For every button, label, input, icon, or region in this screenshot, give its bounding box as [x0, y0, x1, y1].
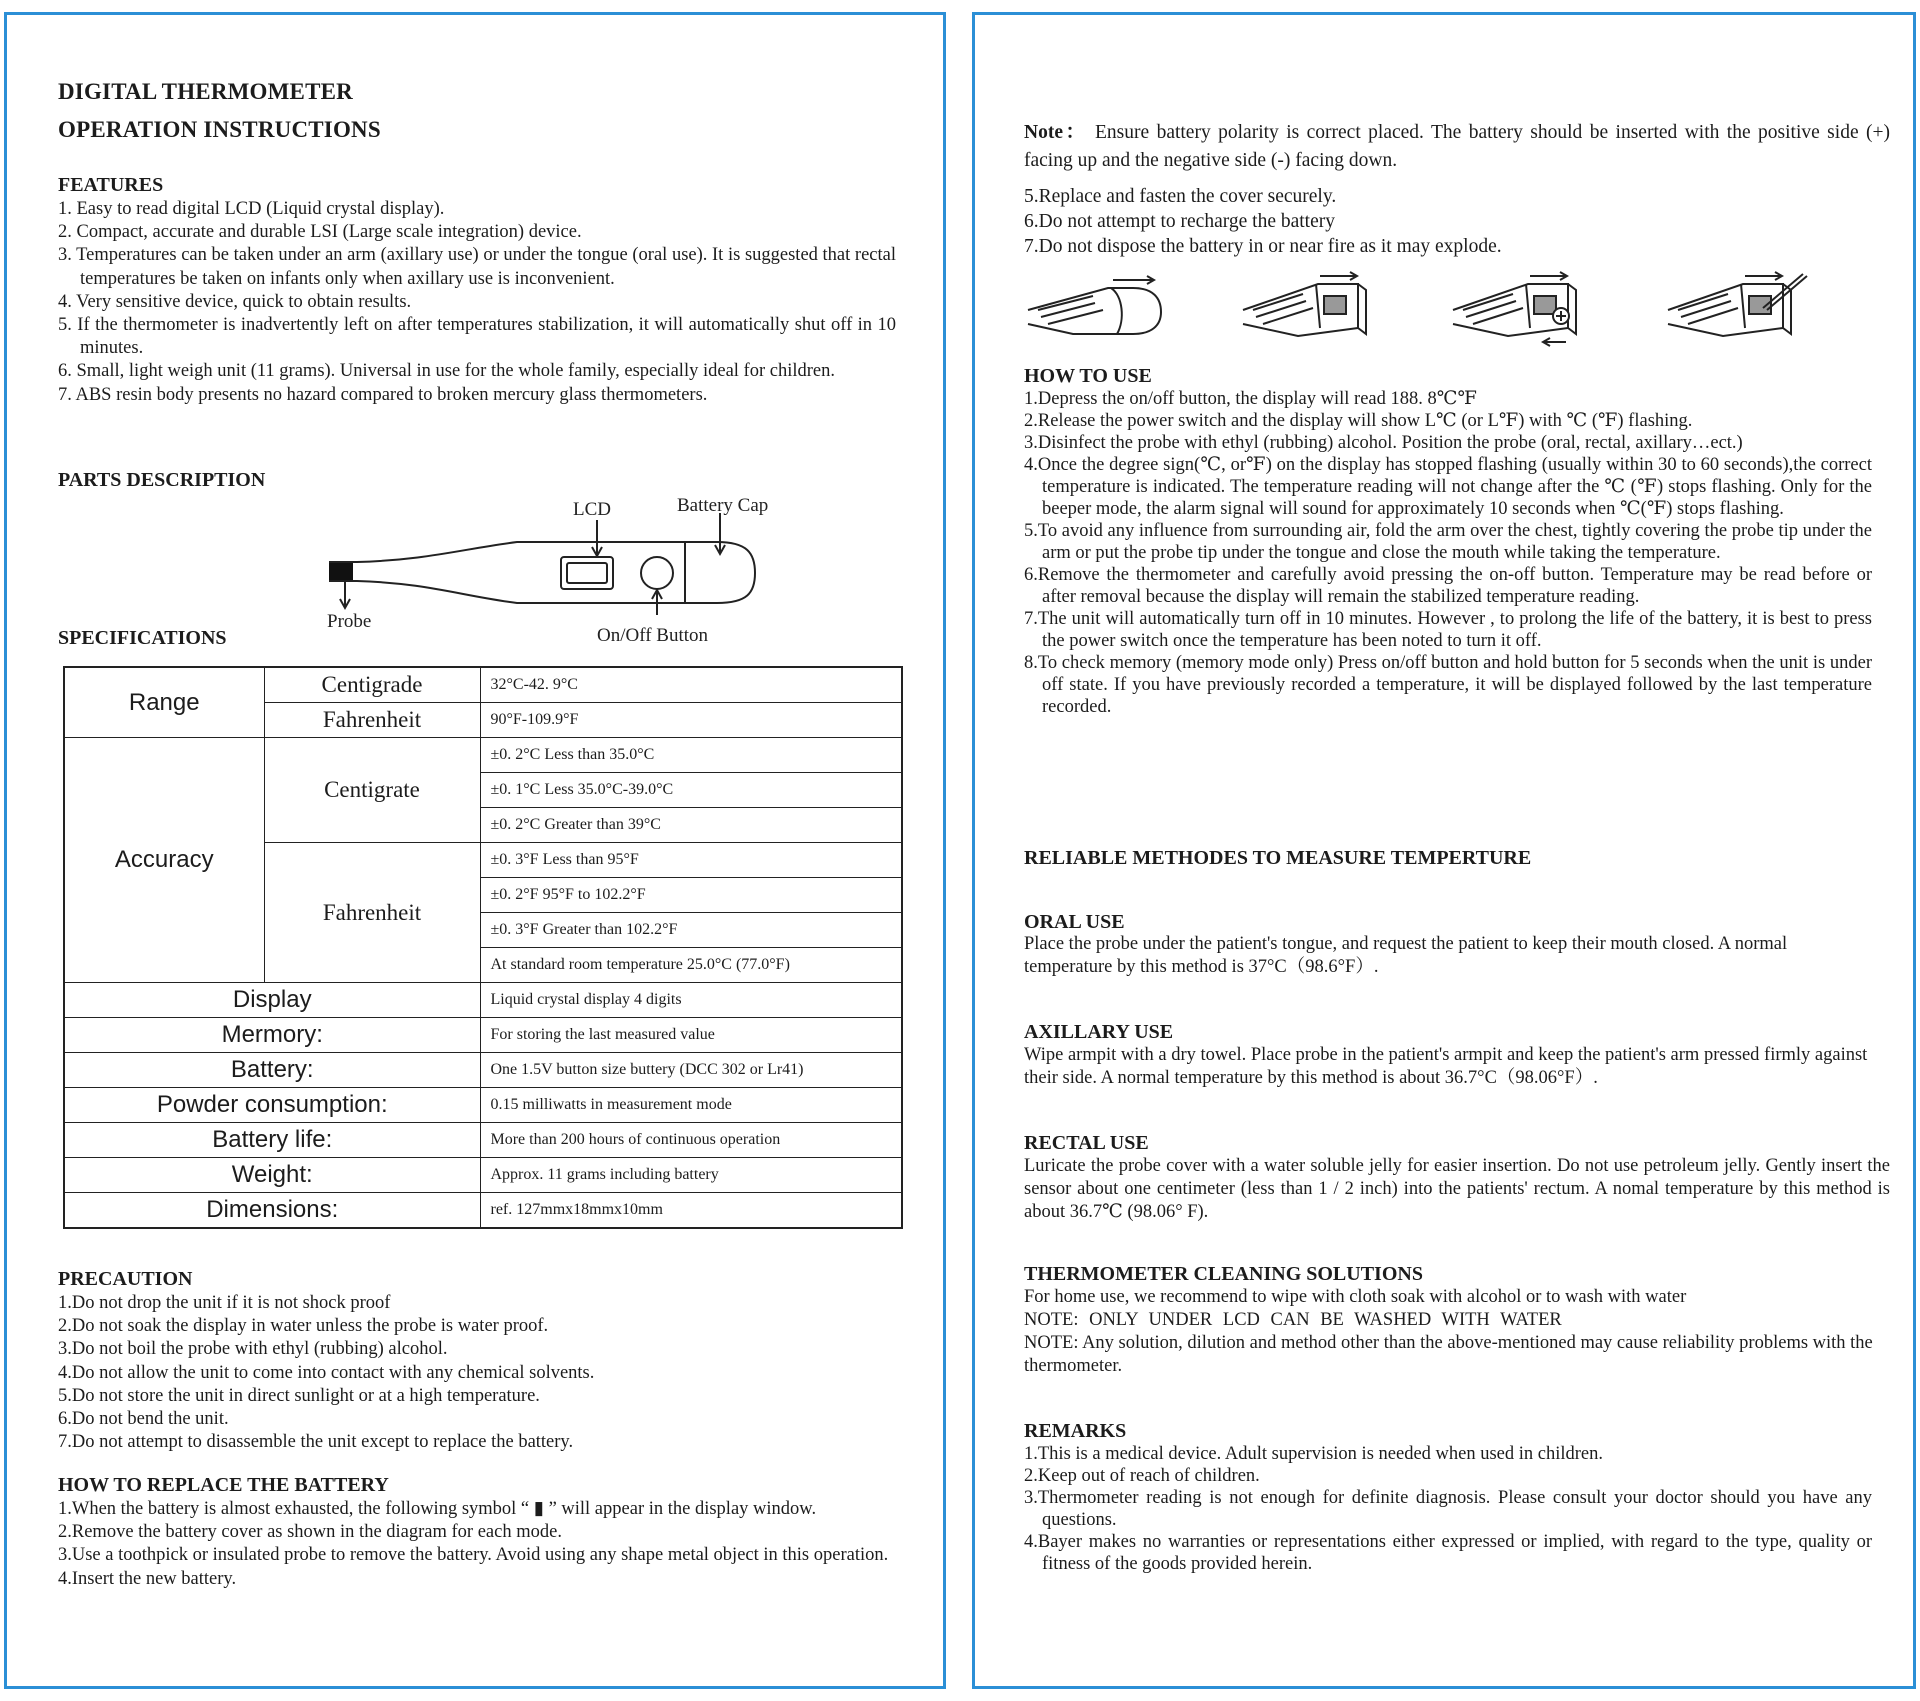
- spec-display-label: Display: [64, 983, 480, 1018]
- rectal-use-text: Luricate the probe cover with a water soluble jelly for easier insertion. Do not use petroleum jelly. Gently insert the sensor about one centimeter (less than 1 / 2 inch) into the patients' rectum. A nomal temperature by this method is about 36.7℃ (98.06° F).: [1024, 1156, 1890, 1222]
- table-row: [64, 1018, 902, 1053]
- specifications-heading: SPECIFICATIONS: [58, 627, 227, 649]
- document-subtitle: OPERATION INSTRUCTIONS: [58, 117, 381, 142]
- table-row: [64, 1123, 902, 1158]
- probe-tip: [329, 563, 353, 580]
- precaution-heading: PRECAUTION: [58, 1268, 193, 1290]
- table-row: [64, 1053, 902, 1088]
- table-row: [64, 1158, 902, 1193]
- thermometer-parts-diagram: [307, 485, 777, 650]
- cleaning-line-2: NOTE: ONLY UNDER LCD CAN BE WASHED WITH WATER: [1024, 1310, 1562, 1330]
- features-heading: FEATURES: [58, 174, 164, 196]
- cleaning-line-1: For home use, we recommend to wipe with cloth soak with alcohol or to wash with water: [1024, 1287, 1687, 1307]
- battery-step-1-illustration: [1028, 276, 1161, 334]
- table-row: [64, 738, 902, 773]
- features-list: [58, 198, 896, 407]
- list-item: 6.Remove the thermometer and carefully avoid pressing the on-off button. Temperature may be read before or after removal because the display will remain the stabilized temperature reading.: [1024, 565, 1872, 607]
- spec-range-centigrade-label: Centigrade: [264, 667, 480, 703]
- cleaning-heading: THERMOMETER CLEANING SOLUTIONS: [1024, 1263, 1423, 1285]
- list-item: 6.Do not attempt to recharge the battery: [1024, 211, 1335, 232]
- remarks-heading: REMARKS: [1024, 1420, 1127, 1442]
- document-title: DIGITAL THERMOMETER: [58, 79, 353, 104]
- probe-label: Probe: [327, 611, 372, 632]
- spec-accuracy-fahrenheit-label: Fahrenheit: [264, 843, 480, 983]
- list-item: 4.Once the degree sign(℃, or℉) on the display has stopped flashing (usually within 30 to 60 seconds),the correct temperature is indicated. The temperature reading will not change after the ℃ (℉) stops flashing. Only for the beeper mode, the alarm signal will sound for approximately 10 seconds when ℃(℉) stops flashing.: [1024, 455, 1872, 519]
- list-item: 3. Temperatures can be taken under an arm (axillary use) or under the tongue (oral use). It is suggested that rectal temperatures be taken on infants only when axillary use is inconvenient.: [58, 245, 896, 289]
- list-item: 1.When the battery is almost exhausted, the following symbol “ ▮ ” will appear in the display window.: [58, 1499, 817, 1519]
- spec-battery-value: One 1.5V button size buttery (DCC 302 or Lr41): [480, 1053, 902, 1088]
- oral-use-text: Place the probe under the patient's tongue, and request the patient to keep their mouth closed. A normal temperature by this method is 37°C（98.6°F）.: [1024, 934, 1788, 977]
- table-row: [64, 1193, 902, 1229]
- list-item: 6. Small, light weigh unit (11 grams). Universal in use for the whole family, especially ideal for children.: [58, 361, 835, 382]
- list-item: 4.Bayer makes no warranties or representations either expressed or implied, with regard to the type, quality or fitness of the goods provided herein.: [1024, 1532, 1872, 1574]
- list-item: 5. If the thermometer is inadvertently left on after temperatures stabilization, it will automatically shut off in 10 minutes.: [58, 315, 896, 359]
- spec-display-value: Liquid crystal display 4 digits: [480, 983, 902, 1018]
- rectal-use-heading: RECTAL USE: [1024, 1132, 1149, 1154]
- spec-accuracy-f3: ±0. 3°F Greater than 102.2°F: [480, 913, 902, 948]
- spec-accuracy-label: Accuracy: [64, 738, 264, 983]
- replace-battery-list: [58, 1498, 906, 1591]
- cleaning-text: [1024, 1286, 1890, 1378]
- battery-replacement-illustrations: [1023, 270, 1843, 360]
- list-item: 1.Do not drop the unit if it is not shock proof: [58, 1293, 391, 1313]
- table-row: [64, 667, 902, 703]
- spec-accuracy-note: At standard room temperature 25.0°C (77.0°F): [480, 948, 902, 983]
- spec-accuracy-f2: ±0. 2°F 95°F to 102.2°F: [480, 878, 902, 913]
- battery-note: [1024, 119, 1890, 175]
- list-item: 3.Thermometer reading is not enough for definite diagnosis. Please consult your doctor should you have any questions.: [1024, 1488, 1872, 1530]
- spec-power-label: Powder consumption:: [64, 1088, 480, 1123]
- list-item: 5.To avoid any influence from surrounding air, fold the arm over the chest, tightly covering the probe tip under the arm or put the probe tip under the tongue and close the mouth while taking the temperature.: [1024, 521, 1872, 563]
- battery-cap-label: Battery Cap: [677, 495, 769, 516]
- left-page: [4, 12, 946, 1689]
- spec-accuracy-c3: ±0. 2°C Greater than 39°C: [480, 808, 902, 843]
- axillary-use-text: Wipe armpit with a dry towel. Place probe in the patient's armpit and keep the patient's arm pressed firmly against their side. A normal temperature by this method is about 36.7°C（98.06°F）.: [1024, 1045, 1868, 1088]
- spec-accuracy-centigrade-label: Centigrate: [264, 738, 480, 843]
- battery-step-3-illustration: [1453, 272, 1576, 346]
- spec-weight-value: Approx. 11 grams including battery: [480, 1158, 902, 1193]
- list-item: 4. Very sensitive device, quick to obtain results.: [58, 291, 412, 312]
- list-item: 3.Disinfect the probe with ethyl (rubbing) alcohol. Position the probe (oral, rectal, axillary…ect.): [1024, 433, 1743, 453]
- list-item: 7. ABS resin body presents no hazard compared to broken mercury glass thermometers.: [58, 384, 708, 405]
- list-item: 4.Insert the new battery.: [58, 1568, 237, 1589]
- spec-memory-label: Mermory:: [64, 1018, 480, 1053]
- list-item: 1. Easy to read digital LCD (Liquid crystal display).: [58, 199, 445, 219]
- list-item: 7.Do not dispose the battery in or near fire as it may explode.: [1024, 236, 1502, 257]
- table-row: [64, 983, 902, 1018]
- note-text: Ensure battery polarity is correct placed. The battery should be inserted with the positive side (+) facing up and the negative side (-) facing down.: [1024, 122, 1891, 171]
- spec-accuracy-f1: ±0. 3°F Less than 95°F: [480, 843, 902, 878]
- how-to-use-list: [1024, 388, 1872, 718]
- list-item: 1.This is a medical device. Adult supervision is needed when used in children.: [1024, 1444, 1604, 1464]
- spec-dimensions-label: Dimensions:: [64, 1193, 480, 1229]
- right-page: [972, 12, 1916, 1689]
- spec-range-centigrade-value: 32°C-42. 9°C: [480, 667, 902, 703]
- spec-weight-label: Weight:: [64, 1158, 480, 1193]
- precaution-list: [58, 1292, 896, 1454]
- remarks-list: [1024, 1443, 1872, 1575]
- oral-use-heading: ORAL USE: [1024, 911, 1125, 933]
- spec-range-fahrenheit-value: 90°F-109.9°F: [480, 703, 902, 738]
- spec-battery-life-value: More than 200 hours of continuous operation: [480, 1123, 902, 1158]
- list-item: 2.Remove the battery cover as shown in the diagram for each mode.: [58, 1522, 562, 1543]
- list-item: 4.Do not allow the unit to come into contact with any chemical solvents.: [58, 1362, 595, 1383]
- spec-range-label: Range: [64, 667, 264, 738]
- list-item: 7.The unit will automatically turn off in 10 minutes. However , to prolong the life of the battery, it is best to press the power switch once the temperature has been noted to turn it off.: [1024, 609, 1872, 651]
- spec-accuracy-c1: ±0. 2°C Less than 35.0°C: [480, 738, 902, 773]
- spec-battery-label: Battery:: [64, 1053, 480, 1088]
- cleaning-line-3: NOTE: Any solution, dilution and method other than the above-mentioned may cause reliability problems with the thermometer.: [1024, 1333, 1873, 1376]
- list-item: 8.To check memory (memory mode only) Press on/off button and hold button for 5 seconds when the unit is under off state. If you have previously recorded a temperature, it will be displayed followed by the last temperature recorded.: [1024, 653, 1872, 717]
- spec-memory-value: For storing the last measured value: [480, 1018, 902, 1053]
- list-item: 3.Use a toothpick or insulated probe to remove the battery. Avoid using any shape metal object in this operation.: [58, 1545, 889, 1566]
- list-item: 2.Do not soak the display in water unless the probe is water proof.: [58, 1316, 549, 1337]
- spec-dimensions-value: ref. 127mmx18mmx10mm: [480, 1193, 902, 1229]
- spec-battery-life-label: Battery life:: [64, 1123, 480, 1158]
- onoff-button-label: On/Off Button: [597, 625, 709, 646]
- how-to-use-heading: HOW TO USE: [1024, 365, 1152, 387]
- reliable-methods-heading: RELIABLE METHODES TO MEASURE TEMPERTURE: [1024, 847, 1532, 869]
- spec-power-value: 0.15 milliwatts in measurement mode: [480, 1088, 902, 1123]
- parts-heading: PARTS DESCRIPTION: [58, 469, 266, 491]
- list-item: 3.Do not boil the probe with ethyl (rubbing) alcohol.: [58, 1339, 448, 1360]
- list-item: 6.Do not bend the unit.: [58, 1409, 229, 1430]
- table-row: [64, 1088, 902, 1123]
- battery-step-2-illustration: [1243, 272, 1366, 336]
- list-item: 7.Do not attempt to disassemble the unit except to replace the battery.: [58, 1432, 574, 1453]
- battery-step-4-illustration: [1668, 272, 1807, 336]
- list-item: 5.Replace and fasten the cover securely.: [1024, 186, 1337, 207]
- spec-range-fahrenheit-label: Fahrenheit: [264, 703, 480, 738]
- list-item: 2. Compact, accurate and durable LSI (Large scale integration) device.: [58, 222, 582, 243]
- spec-accuracy-c2: ±0. 1°C Less 35.0°C-39.0°C: [480, 773, 902, 808]
- list-item: 2.Release the power switch and the display will show L℃ (or L℉) with ℃ (℉) flashing.: [1024, 411, 1693, 431]
- replace-battery-heading: HOW TO REPLACE THE BATTERY: [58, 1474, 389, 1496]
- lcd-label: LCD: [573, 499, 611, 520]
- list-item: 5.Do not store the unit in direct sunlight or at a high temperature.: [58, 1385, 540, 1406]
- axillary-use-heading: AXILLARY USE: [1024, 1021, 1174, 1043]
- battery-steps-list: [1024, 184, 1890, 259]
- list-item: 2.Keep out of reach of children.: [1024, 1466, 1260, 1486]
- list-item: 1.Depress the on/off button, the display will read 188. 8℃℉: [1024, 389, 1477, 409]
- specifications-table: [63, 666, 903, 1229]
- note-label: Note：: [1024, 122, 1088, 143]
